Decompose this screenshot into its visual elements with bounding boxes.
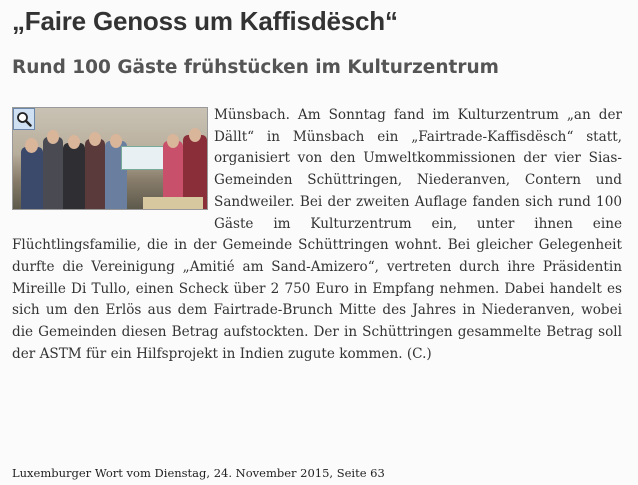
subheadline: Rund 100 Gäste frühstücken im Kulturzentrum: [12, 57, 499, 78]
article-photo[interactable]: [12, 107, 208, 210]
article: [12, 105, 622, 365]
headline: „Faire Genoss um Kaffisdësch“: [12, 6, 398, 36]
source-citation: Luxemburger Wort vom Dienstag, 24. November 2015, Seite 63: [12, 466, 385, 480]
magnifier-icon[interactable]: [13, 108, 35, 130]
article-body: Münsbach. Am Sonntag fand im Kulturzentrum „an der Dällt“ in Münsbach ein „Fairtrade-Kaffisdësch“ statt, organisiert von den Umweltkommissionen der vier Sias-Gemeinden Schüttringen, Niederanven, Contern und Sandweiler. Bei der zweiten Auflage fanden sich rund 100 Gäste im Kulturzentrum ein, unter ihnen eine Flüchtlingsfamilie, die in der Gemeinde Schüttringen wohnt. Bei gleicher Gelegenheit durfte die Vereinigung „Amitié am Sand-Amizero“, vertreten durch ihre Präsidentin Mireille Di Tullo, einen Scheck über 2 750 Euro in Empfang nehmen. Dabei handelt es sich um den Erlös aus dem Fairtrade-Brunch Mitte des Jahres in Niederanven, wobei die Gemeinden diesen Betrag aufstockten. Der in Schüttringen gesammelte Betrag soll der ASTM für ein Hilfsprojekt in Indien zugute kommen. (C.): [12, 107, 622, 362]
